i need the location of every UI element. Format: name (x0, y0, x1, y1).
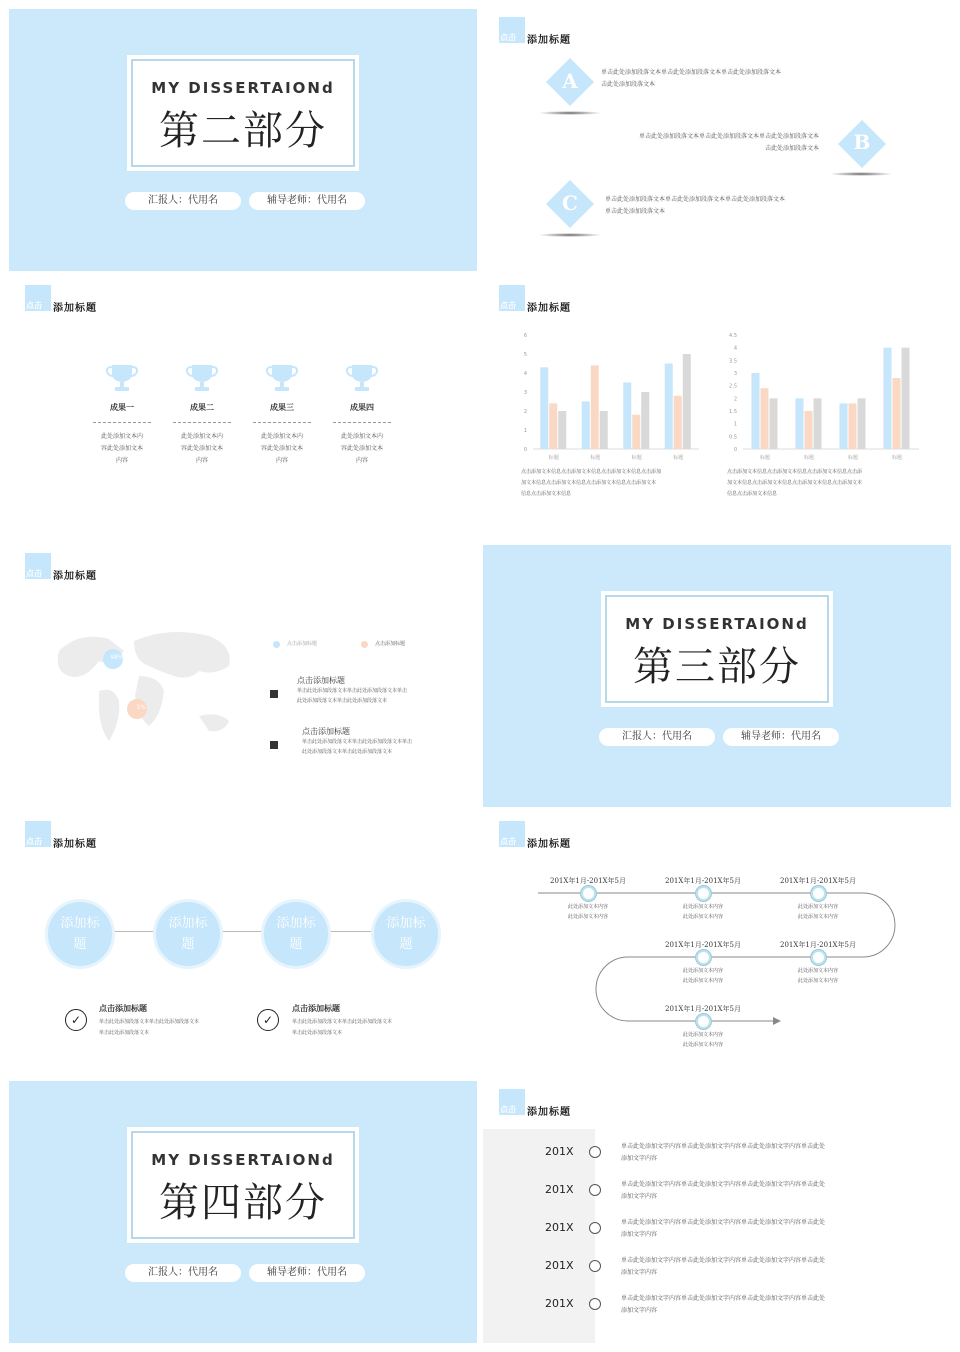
bar (632, 415, 640, 449)
chart-right-caption (727, 467, 927, 500)
legend-dot-peach (361, 641, 368, 648)
shadow (538, 233, 602, 237)
bar (893, 378, 901, 449)
circle-label: 添加标题 (168, 916, 208, 952)
text-line: 内容 (275, 457, 288, 464)
english-title: MY DISSERTAIONd (151, 79, 335, 97)
bar (641, 392, 649, 449)
text-line: 单击此处添加文字内容单击此处添加文字内容单击此处添加文字内容单击此处 (621, 1181, 826, 1188)
bar (902, 348, 910, 449)
bar (683, 354, 691, 449)
text-line: 内容 (115, 457, 128, 464)
achievement-title: 成果三 (270, 403, 294, 412)
text-line: 此处添加文本内容 (682, 914, 723, 920)
timeline-date: 201X年1月-201X年5月 (780, 941, 856, 949)
text-line: 此处添加文本内容 (682, 1032, 723, 1038)
text-line: 单击此处添加段落文本 (99, 1030, 150, 1036)
header-small-label: 点击 (500, 301, 516, 310)
circle-label: 添加标题 (276, 916, 316, 952)
diamond-a-letter: A (562, 69, 578, 93)
chinese-title: 第二部分 (159, 108, 327, 154)
title-frame (127, 1127, 359, 1243)
legend-label-2: 点击添加标题 (375, 641, 406, 647)
x-tick-label: 标题 (891, 455, 903, 461)
y-tick-label: 2 (523, 409, 527, 415)
y-tick-label: 2 (733, 396, 737, 403)
text-line: 此处添加文本内容 (567, 904, 608, 910)
bar (600, 411, 608, 449)
text-line: 单击此处添加段落文本单击此处添加段落文本单击 (297, 688, 408, 694)
text-line: 此处添加文本内 (340, 433, 383, 440)
slide-part-two-cover (9, 9, 477, 271)
text-line: 单击此处添加段落文本单击此处添加段落文本 (292, 1019, 393, 1025)
y-tick-label: 3 (523, 390, 527, 396)
title-frame (601, 591, 833, 707)
text-line: 添加文字内容 (621, 1269, 658, 1276)
slide-year-list (483, 1081, 951, 1343)
item-a-line2: 击此处添加段落文本 (601, 81, 656, 88)
year-label: 201X (545, 1297, 574, 1310)
shadow (538, 111, 602, 115)
caption-line: 信息点击添加文本信息 (727, 491, 778, 497)
reporter-pill: 汇报人：代用名 (599, 728, 715, 746)
y-tick-label: 6 (523, 333, 527, 339)
text-line: 单击此处添加文字内容单击此处添加文字内容单击此处添加文字内容单击此处 (621, 1219, 826, 1226)
topic-circle[interactable] (261, 899, 331, 969)
col1-text (99, 1017, 199, 1039)
item-b-line1: 单击此处添加段落文本单击此处添加段落文本单击此处添加段落文本 (638, 133, 819, 140)
legend-label-1: 点击添加标题 (287, 641, 318, 647)
bar (623, 383, 631, 450)
text-line: 此处添加文本内容 (682, 968, 723, 974)
header-title: 添加标题 (527, 839, 571, 850)
item-b-text (587, 131, 819, 155)
advisor-pill: 辅导老师：代用名 (249, 192, 365, 210)
item-a-text (601, 67, 831, 91)
x-tick-label: 标题 (548, 455, 559, 461)
header-small-label: 点击 (26, 301, 42, 310)
item-a-line1: 单击此处添加段落文本单击此处添加段落文本单击此处添加段落文本 (601, 69, 782, 76)
slide-bar-charts (483, 277, 951, 539)
text-line: 此处添加文本内容 (567, 914, 608, 920)
caption-line: 加文本信息点击添加文本信息点击添加文本信息点击添加文本 (521, 480, 657, 486)
bar (549, 403, 557, 449)
text-line: 此处添加文本内 (100, 433, 143, 440)
y-tick-label: 1 (523, 428, 527, 434)
timeline-date: 201X年1月-201X年5月 (550, 877, 626, 885)
col2-text (292, 1017, 392, 1039)
dotted-divider (333, 422, 391, 423)
y-tick-label: 3 (733, 371, 737, 377)
bar-chart-right (723, 329, 923, 465)
text-line: 添加文字内容 (621, 1155, 658, 1162)
dotted-divider (173, 422, 231, 423)
x-tick-label: 标题 (673, 455, 684, 461)
bar (858, 398, 866, 449)
timeline-node[interactable] (811, 886, 826, 901)
caption-line: 加文本信息点击添加文本信息点击添加文本信息点击添加文本 (727, 480, 863, 486)
text-line: 此处添加文本内容 (682, 1042, 723, 1048)
year-ring-icon (589, 1184, 601, 1196)
y-tick-label: 4 (523, 371, 527, 377)
year-ring-icon (589, 1222, 601, 1234)
year-desc (621, 1255, 911, 1279)
circle-label: 添加标题 (386, 916, 426, 952)
header-small-label: 点击 (26, 837, 42, 846)
block2-text (302, 737, 412, 757)
text-line: 此处添加文本内容 (797, 968, 838, 974)
text-line: 容此处添加文本 (100, 445, 143, 452)
bar (840, 403, 848, 449)
achievement-text (249, 431, 315, 467)
year-ring-icon (589, 1298, 601, 1310)
timeline-desc (673, 966, 733, 986)
text-line: 单击此处添加段落文本 (292, 1030, 343, 1036)
bar (814, 398, 822, 449)
reporter-pill: 汇报人：代用名 (125, 1264, 241, 1282)
item-c-text (605, 194, 835, 218)
item-b-line2: 击此处添加段落文本 (764, 145, 819, 152)
text-line: 单击此处添加文字内容单击此处添加文字内容单击此处添加文字内容单击此处 (621, 1257, 826, 1264)
header-small-label: 点击 (500, 1105, 516, 1114)
text-line: 此处添加文本内 (260, 433, 303, 440)
topic-circle[interactable] (45, 899, 115, 969)
trophy-icon (265, 363, 299, 393)
col2-title: 点击添加标题 (292, 1004, 340, 1013)
timeline-desc (673, 1030, 733, 1050)
slide-abc-list (483, 9, 951, 271)
trophy-icon (185, 363, 219, 393)
trophy-icon (105, 363, 139, 393)
advisor-pill: 辅导老师：代用名 (723, 728, 839, 746)
timeline-node[interactable] (696, 886, 711, 901)
check-icon: ✓ (65, 1009, 87, 1031)
y-tick-label: 2.5 (729, 383, 737, 390)
text-line: 此处添加文本内容 (682, 904, 723, 910)
x-tick-label: 标题 (759, 455, 771, 461)
text-line: 此处添加文本内容 (797, 978, 838, 984)
item-c-line1: 单击此处添加段落文本单击此处添加段落文本单击此处添加段落文本 (605, 196, 786, 203)
year-desc (621, 1217, 911, 1241)
caption-line: 信息点击添加文本信息 (521, 491, 572, 497)
slide-achievements (9, 277, 477, 539)
reporter-pill: 汇报人：代用名 (125, 192, 241, 210)
header-title: 添加标题 (53, 303, 97, 314)
timeline-date: 201X年1月-201X年5月 (780, 877, 856, 885)
timeline-desc (558, 902, 618, 922)
text-line: 容此处添加文本 (340, 445, 383, 452)
timeline-desc (673, 902, 733, 922)
map-percent-peach: 1% (136, 704, 146, 711)
block1-title: 点击添加标题 (297, 676, 345, 685)
bar (752, 373, 760, 449)
slide-four-circles (9, 813, 477, 1075)
x-tick-label: 标题 (803, 455, 815, 461)
bar (761, 388, 769, 449)
bar (796, 398, 804, 449)
english-title: MY DISSERTAIONd (151, 1151, 335, 1169)
check-icon: ✓ (257, 1009, 279, 1031)
chinese-title: 第三部分 (633, 644, 801, 690)
text-line: 单击此处添加段落文本单击此处添加段落文本 (99, 1019, 200, 1025)
text-line: 容此处添加文本 (260, 445, 303, 452)
timeline-desc (788, 902, 848, 922)
y-tick-label: 3.5 (729, 358, 737, 365)
year-desc (621, 1179, 911, 1203)
timeline-node[interactable] (696, 1014, 711, 1029)
bullet-square-2 (270, 741, 278, 749)
caption-line: 点击添加文本信息点击添加文本信息点击添加文本信息点击添加 (521, 469, 662, 475)
y-tick-label: 1.5 (729, 409, 737, 415)
header-small-label: 点击 (26, 569, 42, 578)
text-line: 此处添加文本内容 (797, 904, 838, 910)
text-line: 此处添加段落文本单击此处添加段落文本 (297, 698, 388, 704)
slide-part-three-cover (483, 545, 951, 807)
shadow (829, 172, 893, 176)
timeline-node[interactable] (811, 950, 826, 965)
connector-line (79, 931, 409, 932)
timeline-node[interactable] (581, 886, 596, 901)
bar (591, 365, 599, 449)
y-tick-label: 4 (733, 345, 737, 352)
timeline-node[interactable] (696, 950, 711, 965)
achievement-text (89, 431, 155, 467)
title-frame (127, 55, 359, 171)
achievement-title: 成果一 (110, 403, 134, 412)
y-tick-label: 0.5 (729, 434, 737, 441)
text-line: 添加文字内容 (621, 1231, 658, 1238)
text-line: 单击此处添加段落文本单击此处添加段落文本单击 (302, 739, 413, 745)
item-c-line2: 单击此处添加段落文本 (605, 208, 666, 215)
y-tick-label: 0 (523, 447, 527, 453)
x-tick-label: 标题 (590, 455, 601, 461)
y-tick-label: 4.5 (729, 333, 737, 339)
world-map-graphic (39, 621, 249, 761)
year-ring-icon (589, 1146, 601, 1158)
header-title: 添加标题 (527, 1107, 571, 1118)
text-line: 添加文字内容 (621, 1307, 658, 1314)
legend-dot-blue (273, 641, 280, 648)
timeline-date: 201X年1月-201X年5月 (665, 1005, 741, 1013)
advisor-pill: 辅导老师：代用名 (249, 1264, 365, 1282)
text-line: 内容 (195, 457, 208, 464)
dotted-divider (93, 422, 151, 423)
topic-circle[interactable] (371, 899, 441, 969)
text-line: 添加文字内容 (621, 1193, 658, 1200)
bar (849, 403, 857, 449)
bar (665, 364, 673, 450)
gray-side-panel (483, 1129, 595, 1343)
block2-title: 点击添加标题 (302, 727, 350, 736)
circle-label: 添加标题 (60, 916, 100, 952)
topic-circle[interactable] (153, 899, 223, 969)
diamond-b-letter: B (853, 130, 871, 154)
year-desc (621, 1293, 911, 1317)
header-title: 添加标题 (53, 571, 97, 582)
block1-text (297, 686, 407, 706)
col1-title: 点击添加标题 (99, 1004, 147, 1013)
bar (582, 402, 590, 450)
year-desc (621, 1141, 911, 1165)
achievement-title: 成果四 (350, 403, 374, 412)
year-label: 201X (545, 1183, 574, 1196)
dotted-divider (253, 422, 311, 423)
text-line: 容此处添加文本 (180, 445, 223, 452)
x-tick-label: 标题 (631, 455, 642, 461)
text-line: 内容 (355, 457, 368, 464)
bar-chart-left (513, 329, 703, 465)
achievement-text (169, 431, 235, 467)
y-tick-label: 0 (733, 447, 737, 453)
bar (558, 411, 566, 449)
y-tick-label: 5 (523, 352, 527, 358)
achievement-title: 成果二 (190, 403, 214, 412)
text-line: 此处添加文本内 (180, 433, 223, 440)
bar (805, 411, 813, 449)
year-ring-icon (589, 1260, 601, 1272)
chart-left-caption (521, 467, 721, 500)
bar (540, 367, 548, 449)
bullet-square-1 (270, 690, 278, 698)
y-tick-label: 1 (733, 421, 737, 428)
text-line: 单击此处添加文字内容单击此处添加文字内容单击此处添加文字内容单击此处 (621, 1295, 826, 1302)
bar (674, 396, 682, 449)
diamond-c-letter: C (562, 191, 578, 215)
timeline-date: 201X年1月-201X年5月 (665, 877, 741, 885)
slide-part-four-cover (9, 1081, 477, 1343)
year-label: 201X (545, 1259, 574, 1272)
x-tick-label: 标题 (847, 455, 859, 461)
map-percent-blue: 98% (110, 654, 124, 661)
timeline-date: 201X年1月-201X年5月 (665, 941, 741, 949)
text-line: 此处添加文本内容 (682, 978, 723, 984)
header-title: 添加标题 (527, 35, 571, 46)
slide-timeline (483, 813, 951, 1075)
header-title: 添加标题 (527, 303, 571, 314)
timeline-desc (788, 966, 848, 986)
header-title: 添加标题 (53, 839, 97, 850)
text-line: 单击此处添加文字内容单击此处添加文字内容单击此处添加文字内容单击此处 (621, 1143, 826, 1150)
caption-line: 点击添加文本信息点击添加文本信息点击添加文本信息点击添 (727, 469, 863, 475)
text-line: 此处添加文本内容 (797, 914, 838, 920)
year-label: 201X (545, 1221, 574, 1234)
achievement-text (329, 431, 395, 467)
bar (884, 348, 892, 449)
header-small-label: 点击 (500, 33, 516, 42)
year-label: 201X (545, 1145, 574, 1158)
text-line: 此处添加段落文本单击此处添加段落文本 (302, 749, 393, 755)
english-title: MY DISSERTAIONd (625, 615, 809, 633)
chinese-title: 第四部分 (159, 1180, 327, 1226)
header-small-label: 点击 (500, 837, 516, 846)
trophy-icon (345, 363, 379, 393)
slide-world-map (9, 545, 477, 807)
bar (770, 398, 778, 449)
